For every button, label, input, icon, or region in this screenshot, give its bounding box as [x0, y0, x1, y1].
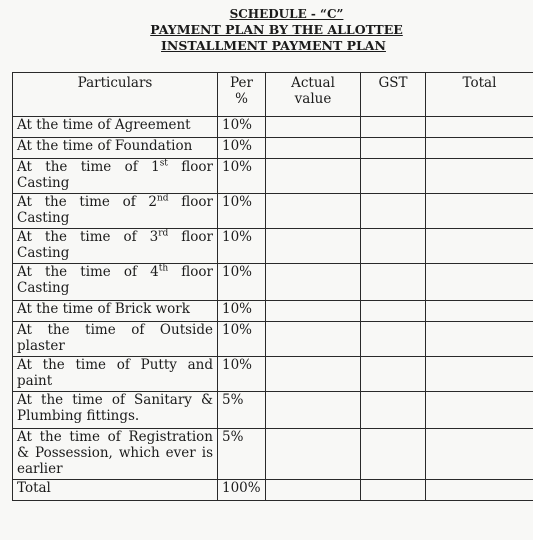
gst-cell	[361, 229, 426, 264]
particular-cell: At the time of Agreement	[13, 117, 218, 138]
percent-cell: 10%	[218, 301, 266, 322]
actual-value-cell	[266, 322, 361, 357]
gst-cell	[361, 159, 426, 194]
actual-value-header: Actual value	[266, 73, 361, 117]
percent-cell: 10%	[218, 159, 266, 194]
total-cell	[426, 229, 533, 264]
total-header: Total	[426, 73, 533, 117]
table-row	[13, 301, 533, 322]
document-header	[0, 6, 533, 54]
total-cell	[426, 480, 533, 501]
particulars-header: Particulars	[13, 73, 218, 117]
percent-cell: 10%	[218, 117, 266, 138]
installment-plan-title: INSTALLMENT PAYMENT PLAN	[161, 38, 386, 53]
table-row	[13, 138, 533, 159]
actual-value-cell	[266, 194, 361, 229]
table-row	[13, 264, 533, 301]
table-row	[13, 117, 533, 138]
gst-cell	[361, 117, 426, 138]
total-cell	[426, 392, 533, 429]
percent-cell: 10%	[218, 264, 266, 301]
particular-cell: At the time of 3rd floor Casting	[13, 229, 218, 264]
total-cell	[426, 138, 533, 159]
actual-value-cell	[266, 301, 361, 322]
particular-cell: At the time of Outside plaster	[13, 322, 218, 357]
total-cell	[426, 301, 533, 322]
actual-value-cell	[266, 357, 361, 392]
gst-cell	[361, 194, 426, 229]
percent-cell: 5%	[218, 429, 266, 480]
gst-cell	[361, 264, 426, 301]
actual-value-cell	[266, 480, 361, 501]
gst-cell	[361, 138, 426, 159]
total-cell	[426, 194, 533, 229]
actual-value-cell	[266, 117, 361, 138]
table-row	[13, 392, 533, 429]
actual-value-cell	[266, 229, 361, 264]
total-label-cell: Total	[13, 480, 218, 501]
gst-cell	[361, 480, 426, 501]
table-row	[13, 229, 533, 264]
table-row	[13, 322, 533, 357]
actual-value-cell	[266, 159, 361, 194]
actual-value-cell	[266, 264, 361, 301]
percent-cell: 10%	[218, 357, 266, 392]
particular-cell: At the time of Foundation	[13, 138, 218, 159]
payment-plan-title: PAYMENT PLAN BY THE ALLOTTEE	[150, 22, 403, 37]
gst-cell	[361, 322, 426, 357]
percent-cell: 10%	[218, 322, 266, 357]
particular-cell: At the time of Brick work	[13, 301, 218, 322]
table-header-row	[13, 73, 533, 117]
total-cell	[426, 117, 533, 138]
total-row	[13, 480, 533, 501]
table-row	[13, 357, 533, 392]
gst-cell	[361, 429, 426, 480]
table-row	[13, 429, 533, 480]
particular-cell: At the time of 1st floor Casting	[13, 159, 218, 194]
table-row	[13, 159, 533, 194]
particular-cell: At the time of Sanitary & Plumbing fittings.	[13, 392, 218, 429]
total-cell	[426, 357, 533, 392]
payment-plan-table	[12, 72, 533, 501]
total-cell	[426, 429, 533, 480]
total-cell	[426, 322, 533, 357]
total-cell	[426, 264, 533, 301]
percent-cell: 5%	[218, 392, 266, 429]
total-percent-cell: 100%	[218, 480, 266, 501]
gst-cell	[361, 392, 426, 429]
particular-cell: At the time of Registration & Possession, which ever is earlier	[13, 429, 218, 480]
particular-cell: At the time of 4th floor Casting	[13, 264, 218, 301]
actual-value-cell	[266, 138, 361, 159]
percent-cell: 10%	[218, 194, 266, 229]
actual-value-cell	[266, 392, 361, 429]
gst-header: GST	[361, 73, 426, 117]
gst-cell	[361, 301, 426, 322]
table-row	[13, 194, 533, 229]
percent-cell: 10%	[218, 229, 266, 264]
total-cell	[426, 159, 533, 194]
particular-cell: At the time of Putty and paint	[13, 357, 218, 392]
schedule-title: SCHEDULE - “C”	[229, 7, 344, 21]
gst-cell	[361, 357, 426, 392]
actual-value-cell	[266, 429, 361, 480]
percent-header: Per %	[218, 73, 266, 117]
percent-cell: 10%	[218, 138, 266, 159]
particular-cell: At the time of 2nd floor Casting	[13, 194, 218, 229]
